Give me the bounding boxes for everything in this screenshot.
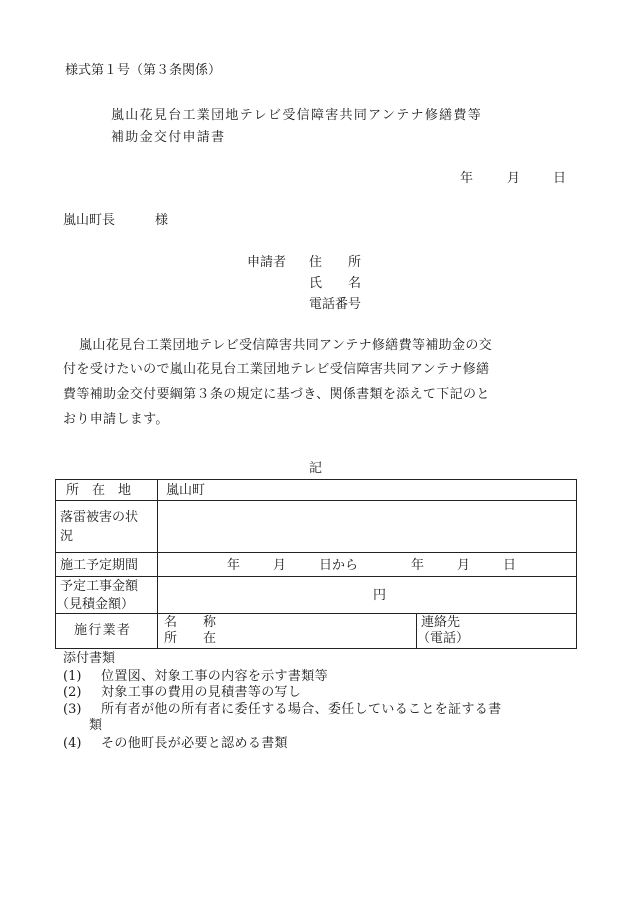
date-month: 月 [507, 171, 521, 186]
form-number: 様式第１号（第３条関係） [65, 63, 222, 78]
table-rule [56, 576, 576, 577]
attachments-heading: 添付書類 [63, 651, 116, 666]
period-to-month: 月 [457, 558, 471, 573]
body-line-1: 嵐山花見台工業団地テレビ受信障害共同アンテナ修繕費等補助金の交 [79, 338, 493, 353]
applicant-label: 申請者 [247, 255, 287, 270]
table-rule [56, 613, 576, 614]
period-from-day: 日から [319, 558, 359, 573]
period-from-year: 年 [227, 558, 241, 573]
addressee-honorific: 様 [155, 213, 169, 228]
applicant-name-label: 氏 名 [309, 276, 362, 291]
attachment-number: (2) [63, 685, 82, 700]
damage-status-field[interactable] [164, 506, 408, 546]
ki-label: 記 [309, 461, 323, 476]
attachment-number: (3) [63, 702, 82, 717]
location-value: 嵐山町 [166, 483, 206, 498]
contractor-address-label: 所 在 [164, 631, 217, 646]
amount-label-line-1: 予定工事金額 [60, 579, 139, 594]
application-details-table [55, 479, 577, 649]
attachment-text: 位置図、対象工事の内容を示す書類等 [101, 669, 328, 684]
location-label: 所 在 地 [66, 483, 132, 498]
attachment-number: (4) [63, 736, 82, 751]
damage-label-line-1: 落雷被害の状 [60, 510, 139, 525]
period-to-year: 年 [411, 558, 425, 573]
amount-unit: 円 [373, 588, 387, 603]
amount-label-line-2: （見積金額） [56, 597, 135, 612]
period-to-day: 日 [503, 558, 517, 573]
date-year: 年 [460, 171, 474, 186]
attachment-text-continuation: 類 [89, 718, 103, 733]
table-rule [56, 500, 576, 501]
body-line-4: おり申請します。 [63, 412, 169, 427]
applicant-address-label: 住 所 [309, 255, 362, 270]
body-line-3: 費等補助金交付要綱第３条の規定に基づき、関係書類を添えて下記のと [63, 387, 490, 402]
contractor-name-label: 名 称 [164, 615, 217, 630]
attachment-text: 所有者が他の所有者に委任する場合、委任していることを証する書 [101, 702, 502, 717]
contractor-label: 施行業者 [74, 623, 132, 638]
title-line-2: 補助金交付申請書 [111, 130, 226, 145]
table-column-divider [157, 480, 158, 648]
applicant-phone-label: 電話番号 [309, 297, 362, 312]
body-line-2: 付を受けたいので嵐山花見台工業団地テレビ受信障害共同アンテナ修繕 [63, 362, 490, 377]
contact-phone: （電話） [417, 631, 470, 646]
period-label: 施工予定期間 [60, 558, 139, 573]
date-day: 日 [553, 171, 567, 186]
attachment-number: (1) [63, 669, 82, 684]
damage-label-line-2: 況 [60, 529, 74, 544]
attachment-text: 対象工事の費用の見積書等の写し [101, 685, 302, 700]
title-line-1: 嵐山花見台工業団地テレビ受信障害共同アンテナ修繕費等 [111, 108, 483, 123]
attachment-text: その他町長が必要と認める書類 [101, 736, 288, 751]
period-from-month: 月 [273, 558, 287, 573]
contact-label: 連絡先 [421, 615, 461, 630]
table-rule [56, 552, 576, 553]
addressee-name: 嵐山町長 [63, 213, 116, 228]
